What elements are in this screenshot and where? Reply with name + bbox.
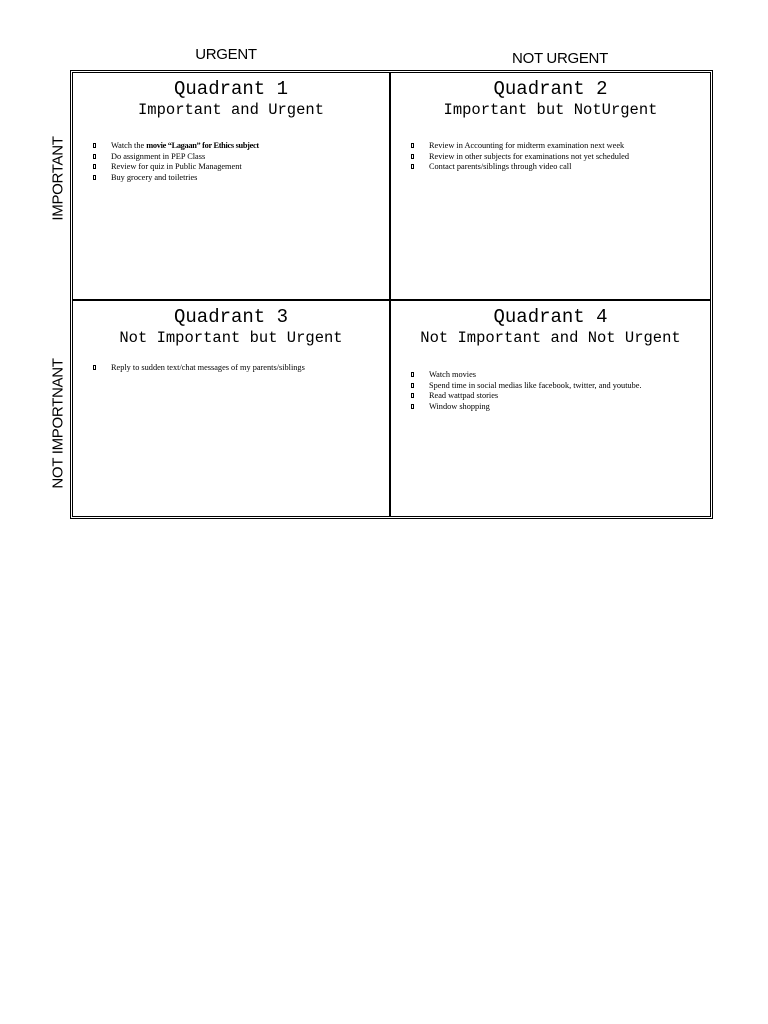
bullet-box-icon — [411, 164, 414, 169]
quadrant-title: Quadrant 3 — [173, 306, 289, 328]
task-item — [93, 162, 259, 173]
task-text: Review in other subjects for examinations not yet scheduled — [429, 151, 629, 161]
task-list — [411, 370, 642, 412]
task-text: Contact parents/siblings through video call — [429, 162, 572, 171]
task-item — [411, 141, 629, 152]
bullet-box-icon — [411, 154, 414, 159]
task-text: Read wattpad stories — [429, 391, 499, 400]
bullet-box-icon — [93, 175, 96, 180]
quadrant-3 — [73, 301, 391, 516]
task-item — [411, 391, 642, 402]
quadrant-1 — [73, 73, 391, 301]
task-text: Reply to sudden text/chat messages of my parents/siblings — [111, 363, 305, 372]
quadrant-title: Quadrant 4 — [493, 306, 608, 328]
quadrant-2 — [391, 73, 710, 301]
bullet-box-icon — [411, 143, 414, 148]
task-item — [411, 370, 642, 381]
column-header-urgent: URGENT — [195, 46, 257, 63]
task-item — [93, 152, 259, 163]
task-text: Review in Accounting for midterm examination next week — [429, 141, 625, 150]
bullet-box-icon — [93, 143, 96, 148]
row-header-important: IMPORTANT — [49, 136, 67, 221]
quadrant-4 — [391, 301, 710, 516]
row-header-not-important: NOT IMPORTNANT — [49, 358, 67, 489]
quadrant-subtitle: Important and Urgent — [137, 101, 325, 119]
task-item — [411, 381, 642, 392]
task-text: Review for quiz in Public Management — [111, 162, 242, 171]
task-item — [411, 402, 642, 413]
task-item — [411, 162, 629, 173]
bullet-box-icon — [411, 372, 414, 377]
task-list — [411, 141, 629, 173]
bullet-box-icon — [411, 393, 414, 398]
priority-matrix — [70, 70, 713, 519]
task-item — [93, 173, 259, 184]
task-text: Window shopping — [429, 401, 490, 411]
bullet-box-icon — [411, 404, 414, 409]
bullet-box-icon — [93, 154, 96, 159]
task-text: Watch the — [111, 141, 147, 150]
task-list — [93, 363, 305, 374]
bullet-box-icon — [411, 383, 414, 388]
task-text: Do assignment in PEP Class — [111, 151, 206, 161]
bullet-box-icon — [93, 164, 96, 169]
quadrant-subtitle: Not Important but Urgent — [119, 329, 343, 347]
quadrant-title: Quadrant 2 — [493, 78, 608, 100]
quadrant-subtitle: Important but NotUrgent — [443, 101, 658, 119]
task-text-emphasis: movie “Lagaan” for Ethics subject — [146, 141, 259, 150]
task-item — [93, 363, 305, 374]
quadrant-subtitle: Not Important and Not Urgent — [420, 329, 681, 347]
task-item — [411, 152, 629, 163]
bullet-box-icon — [93, 365, 96, 370]
task-text: Spend time in social medias like facebook, twitter, and youtube. — [429, 380, 642, 390]
task-text: Watch movies — [429, 370, 477, 379]
task-item — [93, 141, 259, 152]
column-header-not-urgent: NOT URGENT — [512, 50, 608, 67]
task-list — [93, 141, 259, 183]
task-text: Buy grocery and toiletries — [111, 172, 198, 182]
quadrant-title: Quadrant 1 — [173, 78, 289, 100]
